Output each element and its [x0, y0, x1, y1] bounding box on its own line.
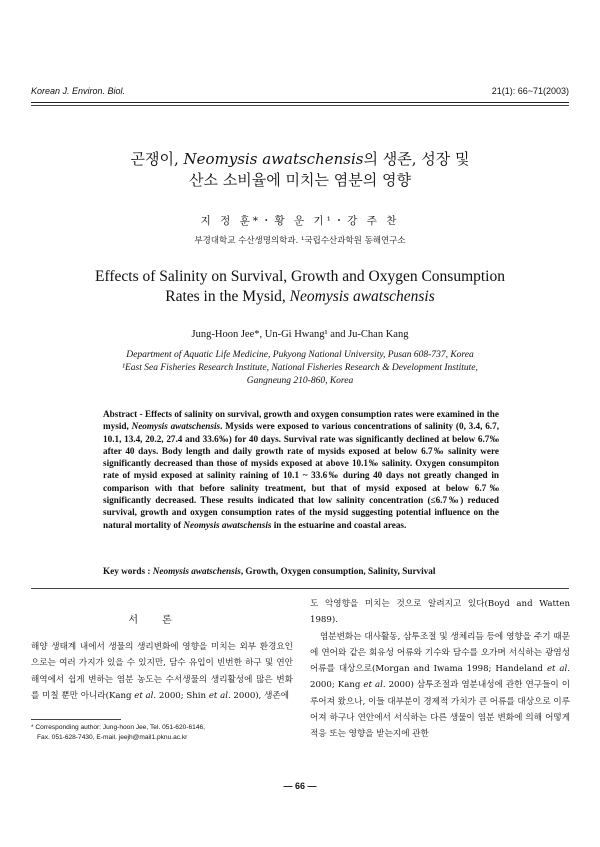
- right-paragraph-1: 도 악영향을 미치는 것으로 알려지고 있다(Boyd and Watten 1989).: [310, 599, 570, 626]
- korean-title-line2: 산소 소비율에 미치는 염분의 영향: [189, 171, 411, 189]
- korean-authors: 지 정 훈*・황 운 기¹・강 주 찬: [200, 215, 400, 227]
- left-column-text: 해양 생태계 내에서 생물의 생리변화에 영향을 미치는 외부 환경요인으로는 여러 가지가 있을 수 있지만, 담수 유입이 빈번한 하구 및 연안해역에서 쉽게 변하는 염분 농도는 수서생물의 생리활성에 많은 변화를 미칠 뿐만 아니라(Kang et al. 2000; Shin et al. 2000), 생존에: [31, 642, 293, 701]
- volume-info: 21(1): 66~71(2003): [491, 86, 569, 96]
- affiliation-line3: Gangneung 210-860, Korea: [246, 376, 354, 386]
- keywords: Key words : Neomysis awatschensis, Growth, Oxygen consumption, Salinity, Survival: [103, 566, 436, 576]
- footnote: [31, 723, 296, 743]
- abstract: Abstract - Effects of salinity on survival, growth and oxygen consumption rates were examined in the mysid, Neomysis awatschensis. Mysids were exposed to various concentrations of salinity (0, 3.4, 6.7, 10.1, 13.4, 20.2, 27.4 and 33.6‰) for 40 days. Survival rate was significantly declined at below 6.7‰ after 40 days. Body length and daily growth rate of mysids exposed at below 6.7‰ salinity were significantly decreased than those of mysids exposed at above 10.1‰ salinity. Oxygen consumpiton rate of mysid exposed at salinity raining of 10.1 ~ 33.6‰ during 40 days not greatly changed in comparison with that before salinity treatment, but that of mysid exposed at below 6.7‰ significantly decreased. These results indicated that low salinity concentration (≤6.7‰) reduced survival, growth and oxygen consumption rates of the mysid suggesting potential influence on the natural mortality of Neomysis awatschensis in the estuarine and coastal areas.: [103, 409, 499, 530]
- affiliation-line2: ¹East Sea Fisheries Research Institute, National Fisheries Research & Development Institute,: [122, 363, 478, 373]
- affiliation-line1: Department of Aquatic Life Medicine, Pukyong National University, Pusan 608-737, Korea: [126, 350, 474, 360]
- section-heading: 서론: [128, 615, 196, 626]
- right-paragraph-2: 염분변화는 대사활동, 삼투조절 및 생체리듬 등에 영향을 주기 때문에 연어와 같은 회유성 어류와 기수와 담수를 오가며 서식하는 광염성 어류를 대상으로(Morgan and Iwama 1998; Handeland et al. 2000; Kang et al. 2000) 삼투조절과 염분내성에 관한 연구들이 이루어져 왔으나, 이들 대부분이 경제적 가치가 큰 어류를 대상으로 이루어져 하구나 연안에서 서식하는 다른 생물이 염분 변화에 의해 어떻게 적응 또는 영향을 받는지에 관한: [310, 631, 571, 740]
- page-number: — 66 —: [283, 781, 317, 791]
- english-title-line2: Rates in the Mysid, Neomysis awatschensis: [165, 288, 435, 305]
- english-authors: Jung-Hoon Jee*, Un-Gi Hwang¹ and Ju-Chan Kang: [191, 329, 409, 340]
- korean-title-line1: 곤쟁이, Neomysis awatschensis의 생존, 성장 및: [130, 150, 470, 168]
- section-divider: [31, 588, 569, 589]
- footnote-line1: * Corresponding author: Jung-hoon Jee, Tel. 051-620-6146,: [31, 724, 205, 731]
- korean-affiliation: 부경대학교 수산생명의학과. ¹국립수산과학원 동해연구소: [194, 236, 406, 246]
- running-header: [31, 86, 569, 100]
- english-title-line1: Effects of Salinity on Survival, Growth and Oxygen Consumption: [95, 268, 505, 285]
- footnote-rule: [31, 719, 121, 720]
- footnote-line2: Fax. 051-628-7430, E-mail. jeejh@mail1.pknu.ac.kr: [37, 734, 188, 741]
- right-column-text: [310, 596, 570, 743]
- header-rule-thin: [31, 105, 569, 106]
- header-rule: [31, 102, 569, 103]
- journal-name: Korean J. Environ. Biol.: [31, 86, 126, 96]
